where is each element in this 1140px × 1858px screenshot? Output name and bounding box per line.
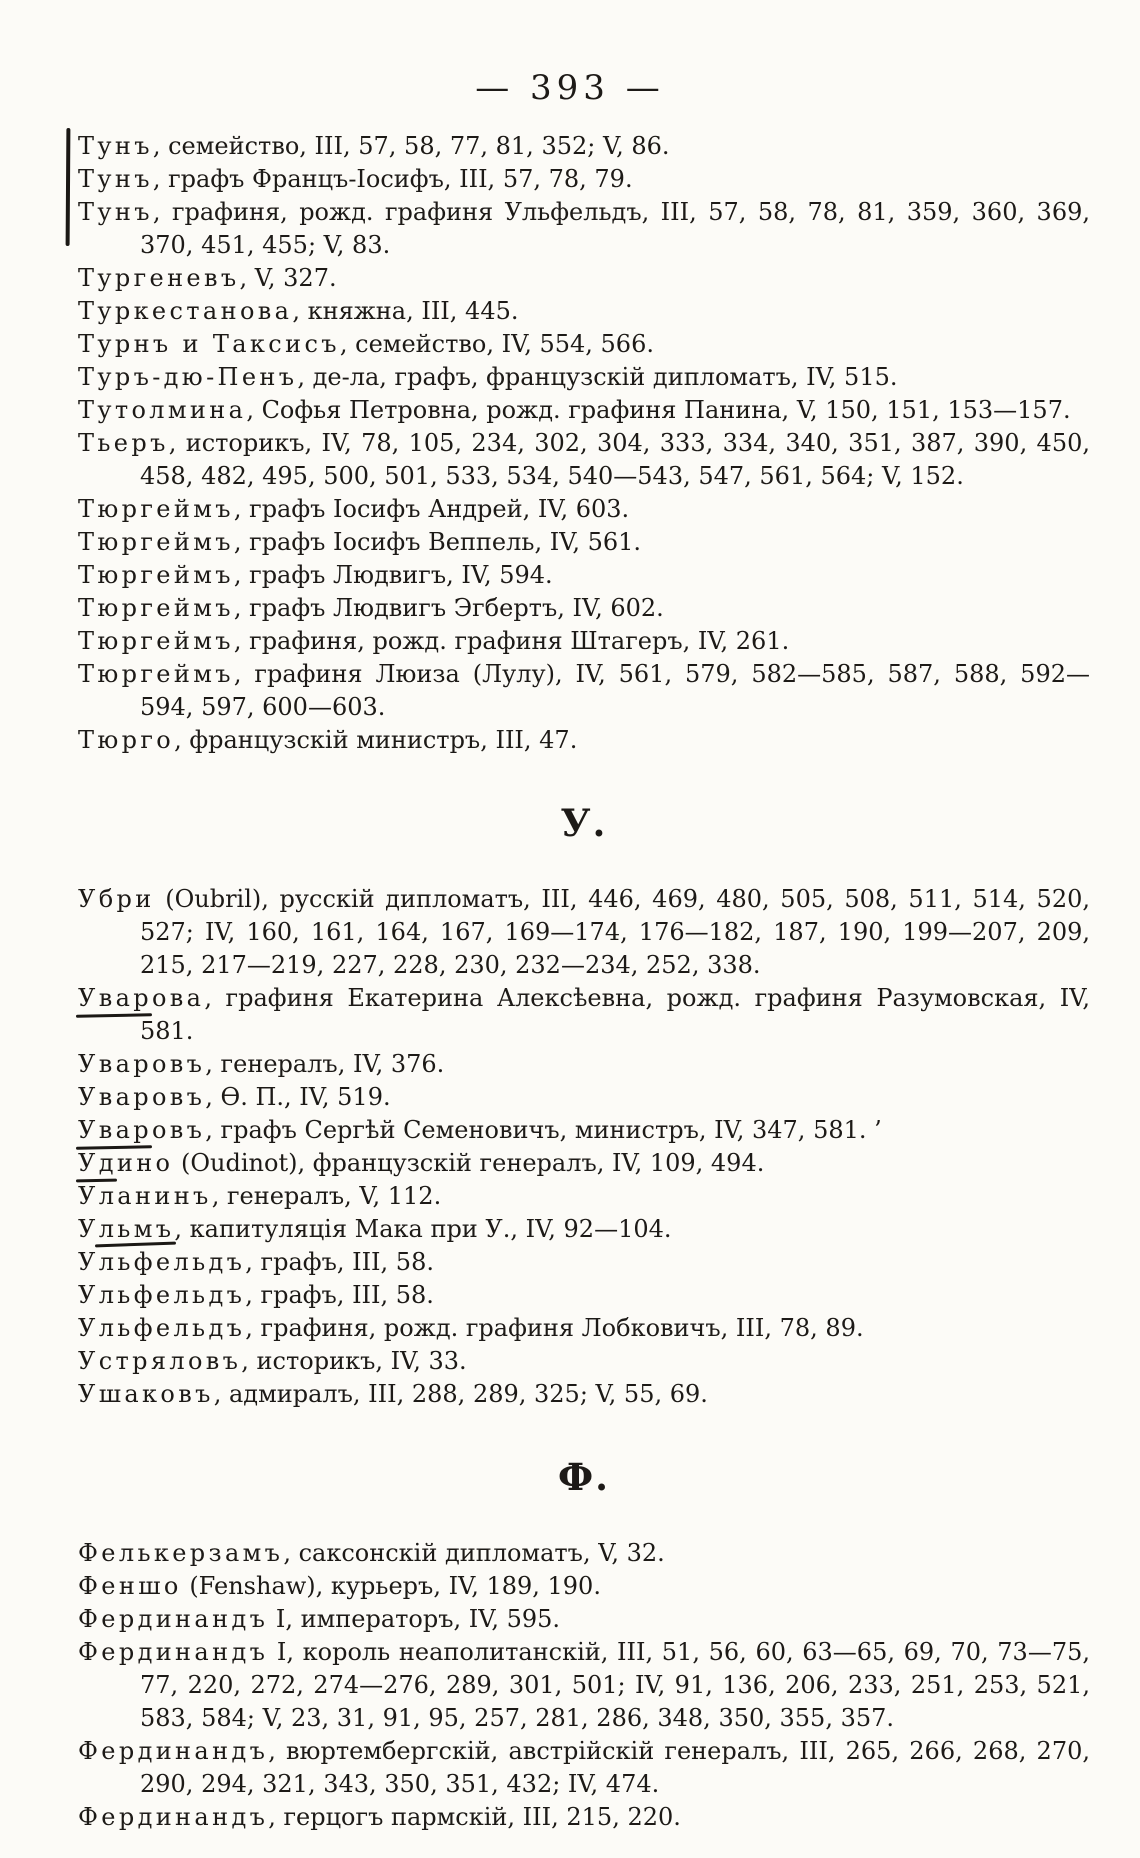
entry-references: , графъ Людвигъ, IV, 594. bbox=[233, 561, 553, 589]
section-heading-2: Ф. bbox=[558, 1455, 610, 1499]
entry-references: , графъ Іосифъ Андрей, IV, 603. bbox=[233, 495, 630, 523]
entry-name: Туркестанова bbox=[78, 297, 293, 325]
entry-name-part: ова bbox=[151, 984, 205, 1012]
entry-name: Тюргеймъ bbox=[78, 528, 234, 556]
entry-references: , графъ, III, 58. bbox=[245, 1248, 434, 1276]
index-entry bbox=[78, 658, 1090, 724]
entry-name: Фердинандъ bbox=[78, 1803, 269, 1831]
entry-name: Уваровъ bbox=[78, 1083, 206, 1111]
entry-references: , семейство, III, 57, 58, 77, 81, 352; V, 86. bbox=[152, 132, 670, 160]
index-entry bbox=[78, 361, 1090, 394]
index-entry bbox=[78, 1735, 1090, 1801]
entry-name: Ульфельдъ bbox=[78, 1314, 246, 1342]
index-entry bbox=[78, 526, 1090, 559]
index-entry bbox=[78, 1114, 1090, 1147]
entry-name bbox=[78, 1248, 245, 1276]
page-number: — 393 — bbox=[475, 68, 665, 108]
entry-name: Ульфельдъ bbox=[78, 1281, 246, 1309]
entry-name: Феншо bbox=[78, 1572, 182, 1600]
index-entry bbox=[78, 130, 1090, 163]
entry-references: , Ѳ. П., IV, 519. bbox=[205, 1083, 391, 1111]
entry-references: , вюртембергскій, австрійскій генералъ, III, 265, 266, 268, 270, 290, 294, 321, 343, 350, 351, 432; IV, 474. bbox=[140, 1737, 1090, 1798]
index-content bbox=[78, 130, 1090, 1834]
entry-name: Тургеневъ bbox=[78, 264, 240, 292]
overline-mark: льфе bbox=[99, 1246, 174, 1279]
index-entry bbox=[78, 883, 1090, 982]
index-entry bbox=[78, 559, 1090, 592]
entry-name bbox=[78, 1149, 173, 1177]
entry-name bbox=[78, 1116, 205, 1144]
index-entry bbox=[78, 196, 1090, 262]
index-entry bbox=[78, 1570, 1090, 1603]
index-entry bbox=[78, 1180, 1090, 1213]
entry-references: , графъ Францъ-Іосифъ, III, 57, 78, 79. bbox=[152, 165, 633, 193]
entry-references: , графиня Люиза (Лулу), IV, 561, 579, 582—585, 587, 588, 592—594, 597, 600—603. bbox=[140, 660, 1090, 721]
entry-name: Тьеръ bbox=[78, 429, 169, 457]
entry-name: Тюргеймъ bbox=[78, 594, 234, 622]
entry-name: Ушаковъ bbox=[78, 1380, 214, 1408]
entry-name-part: льдъ bbox=[173, 1248, 246, 1276]
entry-references: , историкъ, IV, 78, 105, 234, 302, 304, 333, 334, 340, 351, 387, 390, 450, 458, 482, 495, 500, 501, 533, 534, 540—543, 547, 561, 564; V, 152. bbox=[140, 429, 1090, 490]
index-entry bbox=[78, 592, 1090, 625]
entry-name: Тунъ bbox=[78, 165, 153, 193]
index-entry bbox=[78, 262, 1090, 295]
index-entry bbox=[78, 394, 1090, 427]
entry-name: Устряловъ bbox=[78, 1347, 242, 1375]
entry-name: Фелькерзамъ bbox=[78, 1539, 284, 1567]
entry-references: , графъ Людвигъ Эгбертъ, IV, 602. bbox=[233, 594, 664, 622]
index-entry bbox=[78, 493, 1090, 526]
entry-references: , генералъ, V, 112. bbox=[211, 1182, 442, 1210]
entry-name: Фердинандъ bbox=[78, 1638, 269, 1666]
entry-references: , капитуляція Мака при У., IV, 92—104. bbox=[174, 1215, 672, 1243]
index-entry bbox=[78, 1048, 1090, 1081]
entry-name: Турнъ и Таксисъ bbox=[78, 330, 340, 358]
entry-name: Фердинандъ bbox=[78, 1605, 269, 1633]
entry-references: , адмиралъ, III, 288, 289, 325; V, 55, 69. bbox=[213, 1380, 708, 1408]
entry-name: Туръ-дю-Пенъ bbox=[78, 363, 298, 391]
entry-name: Тюрго bbox=[78, 726, 175, 754]
entry-references: (Fenshaw), курьеръ, IV, 189, 190. bbox=[181, 1572, 601, 1600]
underline-mark: Увар bbox=[78, 1114, 152, 1147]
index-entry bbox=[78, 1279, 1090, 1312]
entry-references: , V, 327. bbox=[239, 264, 337, 292]
entry-references: , княжна, III, 445. bbox=[292, 297, 519, 325]
index-entry bbox=[78, 1378, 1090, 1411]
entry-references: , графиня, рожд. графиня Ульфельдъ, III, 57, 58, 78, 81, 359, 360, 369, 370, 451, 455; V, 83. bbox=[140, 198, 1090, 259]
entry-name: Тюргеймъ bbox=[78, 627, 234, 655]
index-entry bbox=[78, 982, 1090, 1048]
margin-bracket-mark bbox=[66, 128, 71, 246]
entry-name bbox=[78, 984, 204, 1012]
entry-references: , Софья Петровна, рожд. графиня Панина, V, 150, 151, 153—157. bbox=[246, 396, 1071, 424]
index-entry bbox=[78, 1213, 1090, 1246]
entry-name: Тунъ bbox=[78, 198, 153, 226]
entry-references: , графъ, III, 58. bbox=[245, 1281, 434, 1309]
index-entry bbox=[78, 1603, 1090, 1636]
index-entry bbox=[78, 1537, 1090, 1570]
entry-name: Ульмъ bbox=[78, 1215, 175, 1243]
underline-mark: Увар bbox=[78, 982, 152, 1015]
index-entry bbox=[78, 427, 1090, 493]
entry-name: Тюргеймъ bbox=[78, 495, 234, 523]
entry-name: Тутолмина bbox=[78, 396, 247, 424]
entry-references: , семейство, IV, 554, 566. bbox=[339, 330, 654, 358]
entry-name: Фердинандъ bbox=[78, 1737, 269, 1765]
entry-name: Уваровъ bbox=[78, 1050, 206, 1078]
index-entry bbox=[78, 163, 1090, 196]
index-entry bbox=[78, 1801, 1090, 1834]
entry-references: , историкъ, IV, 33. bbox=[241, 1347, 467, 1375]
entry-references: I, императоръ, IV, 595. bbox=[268, 1605, 561, 1633]
entry-references: , французскій министръ, III, 47. bbox=[174, 726, 578, 754]
section-heading-1: У. bbox=[560, 801, 608, 845]
entry-name-part: овъ bbox=[151, 1116, 206, 1144]
underline-mark: Уд bbox=[78, 1147, 117, 1180]
entry-references: (Oubril), русскій дипломатъ, III, 446, 469, 480, 505, 508, 511, 514, 520, 527; IV, 160, 161, 164, 167, 169—174, 176—182, 187, 190, 199—207, 209, 215, 217—219, 227, 228, 230, 232—234, 252, 338. bbox=[140, 885, 1090, 979]
index-entry bbox=[78, 1081, 1090, 1114]
index-entry bbox=[78, 295, 1090, 328]
index-entry bbox=[78, 1246, 1090, 1279]
index-entry bbox=[78, 1312, 1090, 1345]
index-entry bbox=[78, 724, 1090, 757]
index-entry bbox=[78, 1636, 1090, 1735]
entry-name-part: ино bbox=[116, 1149, 174, 1177]
entry-references: , графъ Іосифъ Веппель, IV, 561. bbox=[233, 528, 642, 556]
entry-references: , графиня Екатерина Алексѣевна, рожд. графиня Разумовская, IV, 581. bbox=[140, 984, 1090, 1045]
entry-name: Убри bbox=[78, 885, 155, 913]
entry-name: Тунъ bbox=[78, 132, 153, 160]
entry-references: (Oudinot), французскій генералъ, IV, 109, 494. bbox=[173, 1149, 765, 1177]
entry-references: , генералъ, IV, 376. bbox=[205, 1050, 445, 1078]
entry-name: Уланинъ bbox=[78, 1182, 212, 1210]
index-entry bbox=[78, 1147, 1090, 1180]
entry-references: , графиня, рожд. графиня Лобковичъ, III, 78, 89. bbox=[245, 1314, 864, 1342]
entry-references: , графъ Сергѣй Семеновичъ, министръ, IV, 347, 581. ’ bbox=[205, 1116, 882, 1144]
entry-name: Тюргеймъ bbox=[78, 660, 234, 688]
entry-references: , саксонскій дипломатъ, V, 32. bbox=[283, 1539, 665, 1567]
entry-name: Тюргеймъ bbox=[78, 561, 234, 589]
entry-references: I, король неаполитанскій, III, 51, 56, 60, 63—65, 69, 70, 73—75, 77, 220, 272, 274—276, 289, 301, 501; IV, 91, 136, 206, 233, 251, 253, 521, 583, 584; V, 23, 31, 91, 95, 257, 281, 286, 348, 350, 355, 357. bbox=[140, 1638, 1090, 1732]
index-entry bbox=[78, 625, 1090, 658]
entry-references: , герцогъ пармскій, III, 215, 220. bbox=[268, 1803, 681, 1831]
index-entry bbox=[78, 328, 1090, 361]
entry-name-part: У bbox=[78, 1248, 99, 1276]
entry-references: , де-ла, графъ, французскій дипломатъ, IV, 515. bbox=[297, 363, 898, 391]
entry-references: , графиня, рожд. графиня Штагеръ, IV, 261. bbox=[233, 627, 790, 655]
index-entry bbox=[78, 1345, 1090, 1378]
